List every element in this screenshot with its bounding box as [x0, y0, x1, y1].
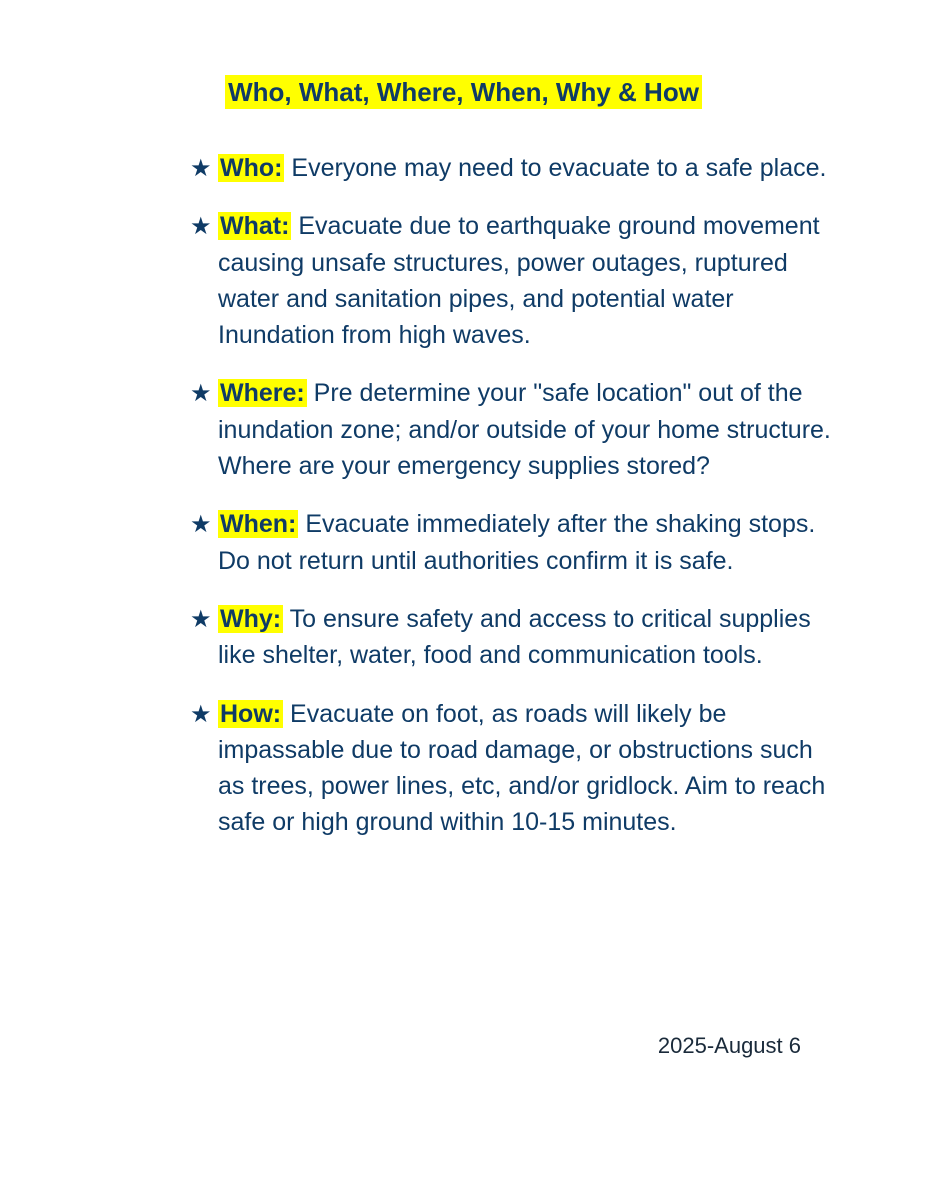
item-text: Evacuate due to earthquake ground movement causing unsafe structures, power outages, ruptured water and sanitation pipes, and potential water Inundation from high waves.	[218, 212, 820, 350]
list-item-when	[190, 506, 840, 579]
item-label: Who:	[220, 154, 283, 182]
item-text: Evacuate immediately after the shaking stops. Do not return until authorities confirm it is safe.	[218, 510, 816, 575]
star-icon: ★	[190, 510, 212, 539]
item-label: What:	[220, 212, 290, 241]
star-icon: ★	[190, 604, 212, 633]
item-label: When:	[220, 510, 297, 539]
page-title: Who, What, Where, When, Why & How	[225, 75, 702, 109]
title-container	[0, 75, 927, 109]
list-item-why	[190, 601, 840, 674]
item-label: Where:	[220, 379, 305, 408]
item-list	[190, 150, 840, 863]
item-text: To ensure safety and access to critical supplies like shelter, water, food and communication tools.	[218, 604, 811, 670]
star-icon: ★	[190, 212, 212, 241]
item-text: Evacuate on foot, as roads will likely be impassable due to road damage, or obstructions such as trees, power lines, etc, and/or gridlock. Aim to reach safe or high ground within 10-15 minutes.	[218, 699, 826, 837]
list-item-where	[190, 375, 840, 484]
star-icon: ★	[190, 379, 212, 408]
list-item-who	[190, 150, 840, 186]
star-icon: ★	[190, 154, 212, 182]
star-icon: ★	[190, 699, 212, 728]
item-text: Everyone may need to evacuate to a safe place.	[284, 154, 827, 182]
item-text: Pre determine your "safe location" out of the inundation zone; and/or outside of your home structure. Where are your emergency supplies stored?	[218, 379, 831, 481]
item-label: How:	[220, 699, 282, 728]
list-item-what	[190, 208, 840, 353]
item-label: Why:	[220, 604, 282, 633]
list-item-how	[190, 696, 840, 841]
document-date: 2025-August 6	[657, 1033, 801, 1058]
